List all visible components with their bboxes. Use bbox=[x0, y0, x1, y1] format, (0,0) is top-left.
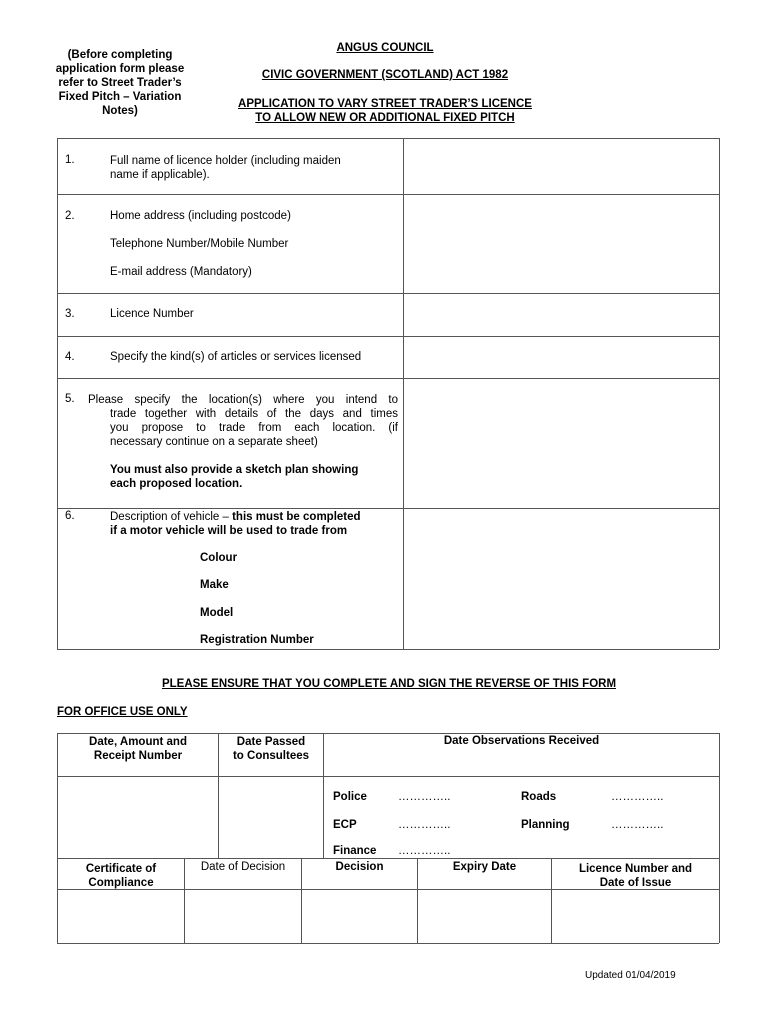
consultees-header-line: to Consultees bbox=[232, 750, 310, 762]
question-number: 2. bbox=[65, 210, 75, 222]
decision-header: Decision bbox=[335, 861, 384, 873]
locations-line: you propose to trade from each location. (if bbox=[110, 422, 398, 434]
vehicle-description-field[interactable] bbox=[405, 510, 717, 648]
licence-issue-header bbox=[552, 862, 719, 890]
consultees-column-header bbox=[219, 735, 323, 763]
question-1-line: name if applicable). bbox=[110, 169, 210, 181]
note-line: application form please bbox=[55, 63, 185, 75]
question-number: 4. bbox=[65, 351, 75, 363]
office-use-heading: FOR OFFICE USE ONLY bbox=[57, 706, 188, 718]
roads-date[interactable]: ………….. bbox=[611, 791, 664, 803]
receipt-header-line: Receipt Number bbox=[93, 750, 183, 762]
colour-label: Colour bbox=[200, 552, 238, 564]
form-title bbox=[190, 97, 580, 125]
note-line: Notes) bbox=[102, 105, 138, 117]
licence-holder-name-field[interactable] bbox=[405, 140, 717, 193]
form-title-line: APPLICATION TO VARY STREET TRADER’S LICENCE bbox=[238, 98, 532, 110]
receipt-column-header bbox=[58, 735, 218, 763]
trade-locations-field[interactable] bbox=[405, 380, 717, 507]
certificate-cell[interactable] bbox=[59, 891, 183, 942]
question-number: 5. bbox=[65, 393, 75, 405]
note-line: (Before completing bbox=[67, 49, 173, 61]
licence-number-label: Licence Number bbox=[110, 308, 194, 320]
sketch-plan-line: each proposed location. bbox=[110, 478, 243, 490]
question-number: 3. bbox=[65, 308, 75, 320]
date-of-decision-header: Date of Decision bbox=[200, 861, 286, 873]
question-number: 6. bbox=[65, 510, 75, 522]
licence-issue-cell[interactable] bbox=[553, 891, 718, 942]
pre-completion-note bbox=[40, 48, 200, 118]
consultees-cell[interactable] bbox=[220, 778, 322, 857]
articles-label: Specify the kind(s) of articles or services licensed bbox=[110, 351, 362, 363]
sketch-plan-instruction bbox=[110, 463, 400, 491]
decision-date-cell[interactable] bbox=[186, 891, 300, 942]
make-label: Make bbox=[200, 579, 229, 591]
form-title-line: TO ALLOW NEW OR ADDITIONAL FIXED PITCH bbox=[255, 112, 515, 124]
vehicle-label-bold: if a motor vehicle will be used to trade from bbox=[110, 525, 348, 537]
planning-date[interactable]: ………….. bbox=[611, 819, 664, 831]
ecp-label: ECP bbox=[333, 819, 357, 831]
question-number: 1. bbox=[65, 154, 75, 166]
vehicle-label bbox=[110, 510, 402, 538]
police-label: Police bbox=[333, 791, 367, 803]
note-line: refer to Street Trader’s bbox=[58, 77, 182, 89]
note-line: Fixed Pitch – Variation bbox=[58, 91, 182, 103]
act-title: CIVIC GOVERNMENT (SCOTLAND) ACT 1982 bbox=[261, 69, 509, 81]
telephone-label: Telephone Number/Mobile Number bbox=[110, 238, 289, 250]
contact-details-field[interactable] bbox=[405, 196, 717, 292]
consultees-header-line: Date Passed bbox=[236, 736, 306, 748]
certificate-header-line: Compliance bbox=[88, 877, 154, 889]
locations-line: trade together with details of the days and times bbox=[110, 408, 398, 420]
updated-date: Updated 01/04/2019 bbox=[585, 970, 676, 981]
expiry-date-header: Expiry Date bbox=[452, 861, 517, 873]
council-name: ANGUS COUNCIL bbox=[336, 42, 434, 54]
question-1-line: Full name of licence holder (including maiden bbox=[110, 155, 341, 167]
receipt-header-line: Date, Amount and bbox=[89, 736, 187, 748]
licence-number-field[interactable] bbox=[405, 295, 717, 335]
ecp-date[interactable]: ………….. bbox=[398, 819, 451, 831]
locations-label bbox=[88, 393, 398, 449]
locations-line: necessary continue on a separate sheet) bbox=[110, 436, 318, 448]
finance-date[interactable]: ………….. bbox=[398, 845, 451, 857]
certificate-header bbox=[58, 862, 184, 890]
model-label: Model bbox=[200, 607, 234, 619]
vehicle-label-text: Description of vehicle – bbox=[110, 511, 233, 523]
locations-line: Please specify the location(s) where you intend to bbox=[88, 394, 398, 406]
licence-issue-header-line: Licence Number and bbox=[578, 863, 693, 875]
expiry-date-cell[interactable] bbox=[419, 891, 550, 942]
decision-cell[interactable] bbox=[303, 891, 416, 942]
licence-issue-header-line: Date of Issue bbox=[599, 877, 672, 889]
question-1-label bbox=[110, 154, 400, 182]
receipt-cell[interactable] bbox=[59, 778, 217, 857]
vehicle-label-bold: this must be completed bbox=[232, 511, 361, 523]
planning-label: Planning bbox=[521, 819, 570, 831]
home-address-label: Home address (including postcode) bbox=[110, 210, 291, 222]
sign-reverse-notice: PLEASE ENSURE THAT YOU COMPLETE AND SIGN THE REVERSE OF THIS FORM bbox=[161, 678, 617, 690]
roads-label: Roads bbox=[521, 791, 557, 803]
police-date[interactable]: ………….. bbox=[398, 791, 451, 803]
registration-label: Registration Number bbox=[200, 634, 314, 646]
finance-label: Finance bbox=[333, 845, 377, 857]
articles-services-field[interactable] bbox=[405, 338, 717, 377]
sketch-plan-line: You must also provide a sketch plan showing bbox=[110, 464, 359, 476]
email-label: E-mail address (Mandatory) bbox=[110, 266, 252, 278]
certificate-header-line: Certificate of bbox=[85, 863, 157, 875]
observations-column-header: Date Observations Received bbox=[443, 735, 600, 747]
